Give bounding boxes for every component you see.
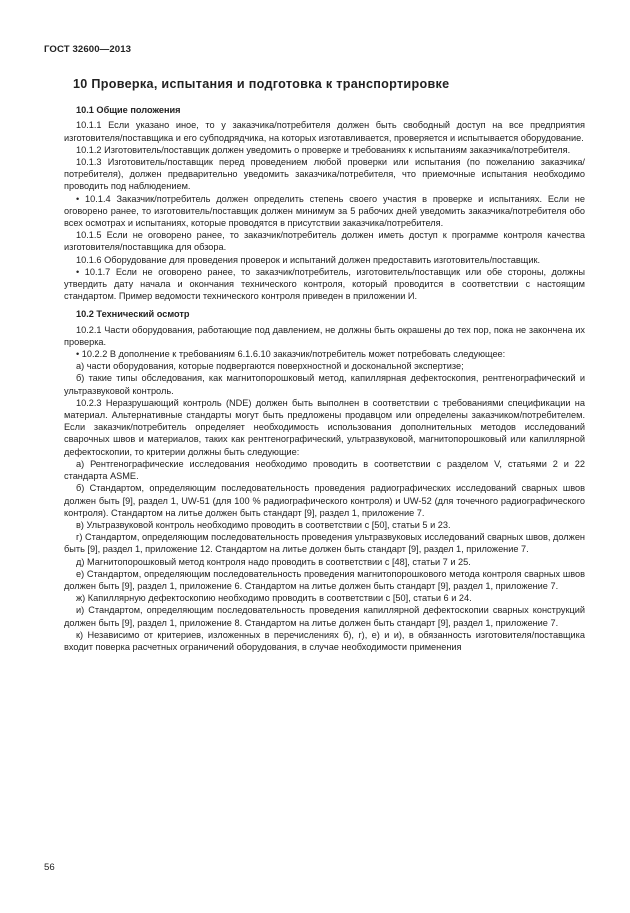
paragraph-10-1-1: 10.1.1 Если указано иное, то у заказчика/потребителя должен быть свободный доступ на все предприятия изготовителя/поставщика и его субподрядчика, на которых изготавливается, проверяется и испытывается оборудование.: [64, 120, 585, 143]
paragraph-10-1-3: 10.1.3 Изготовитель/поставщик перед проведением любой проверки или испытания (по пожеланию заказчика/потребителя), должен предварительно уведомить заказчика/потребителя, что приемочные испытания необходимо проводить под наблюдением.: [64, 157, 585, 192]
page-number: 56: [44, 862, 55, 873]
paragraph-10-1-6: 10.1.6 Оборудование для проведения проверок и испытаний должен предоставить изготовитель/поставщик.: [76, 254, 541, 265]
paragraph-10-1-7: • 10.1.7 Если не оговорено ранее, то заказчик/потребитель, изготовитель/поставщик или обе стороны, должны утвердить дату начала и окончания технического контроля, который проводится в соответствии с настоящим стандартом. Пример ведомости технического контроля приведен в приложении И.: [64, 266, 585, 302]
subsection-title-technical: 10.2 Технический осмотр: [76, 309, 190, 320]
list-item-b: б) такие типы обследования, как магнитопорошковый метод, капиллярная дефектоскопия, рентгенографический и ультразвуковой контроль.: [64, 373, 585, 396]
criteria-item-i: и) Стандартом, определяющим последовательность проведения капиллярной дефектоскопии сварных конструкций должен быть [9], раздел 1, приложение 8. Стандартом на литье должен быть стандарт [9], раздел 1, приложение 7.: [64, 605, 585, 628]
paragraph-10-1-4: • 10.1.4 Заказчик/потребитель должен определить степень своего участия в проверке и испытаниях. Если не оговорено ранее, то изготовитель/поставщик должен минимум за 5 рабочих дней уведомить заказчика/потребителя обо всех осмотрах и испытаниях, которые проводятся в присутствии заказчика/потребителя.: [64, 193, 585, 229]
standard-header: ГОСТ 32600—2013: [44, 44, 132, 55]
paragraph-10-2-3: 10.2.3 Неразрушающий контроль (NDE) должен быть выполнен в соответствии с требованиями спецификации на материал. Альтернативные стандарты могут быть предложены продавцом или определены заказчиком/потребителем. Если заказчик/потребитель определяет необходимость использования дополнительных методов исследований сварочных швов и материалов, таких как рентгенографический, ультразвуковой, магнитопорошковый или капиллярной дефектоскопии, то критерии должны быть следующие:: [64, 397, 585, 457]
page-content: [64, 78, 585, 653]
criteria-item-k: к) Независимо от критериев, изложенных в перечислениях б), г), е) и и), в обязанность изготовителя/поставщика входит поверка расчетных ограничений оборудования, в случае необходимости применения: [64, 629, 585, 652]
criteria-item-e: е) Стандартом, определяющим последовательность проведения магнитопорошкового метода контроля сварных швов должен быть [9], раздел 1, приложение 6. Стандартом на литье должен быть стандарт [9], раздел 1, приложение 7.: [64, 568, 585, 591]
paragraph-10-1-5: 10.1.5 Если не оговорено ранее, то заказчик/потребитель должен иметь доступ к программе контроля качества изготовителя/поставщика для обзора.: [64, 230, 585, 253]
paragraph-10-1-2: 10.1.2 Изготовитель/поставщик должен уведомить о проверке и требованиях к испытаниям заказчика/потребителя.: [76, 144, 571, 155]
criteria-item-g: г) Стандартом, определяющим последовательность проведения ультразвуковых исследований сварных швов, должен быть [9], раздел 1, приложение 12. Стандартом на литье должен быть стандарт [9], раздел 1, приложение 7.: [64, 532, 585, 555]
paragraph-10-2-1: 10.2.1 Части оборудования, работающие под давлением, не должны быть окрашены до тех пор, пока не закончена их проверка.: [64, 324, 585, 347]
criteria-item-d: д) Магнитопорошковый метод контроля надо проводить в соответствии с [48], статьи 7 и 25.: [76, 556, 471, 567]
criteria-item-zh: ж) Капиллярную дефектоскопию необходимо проводить в соответствии с [50], статьи 6 и 24.: [76, 593, 472, 604]
subsection-title-general: 10.1 Общие положения: [76, 105, 181, 116]
criteria-item-v: в) Ультразвуковой контроль необходимо проводить в соответствии с [50], статьи 5 и 23.: [76, 519, 451, 530]
criteria-item-a: а) Рентгенографические исследования необходимо проводить в соответствии с разделом V, статьями 2 и 22 стандарта ASME.: [64, 458, 585, 482]
paragraph-10-2-2: • 10.2.2 В дополнение к требованиям 6.1.6.10 заказчик/потребитель может потребовать следующее:: [76, 349, 506, 360]
list-item-a: а) части оборудования, которые подвергаются поверхностной и доскональной экспертизе;: [76, 361, 464, 372]
criteria-item-b: б) Стандартом, определяющим последовательность проведения радиографических исследований сварных швов должен быть [9], раздел 1, UW-51 (для 100 % радиографического контроля) и UW-52 (для точечного радиографического контроля). Стандартом на литье должен быть стандарт [9], раздел 1, приложение 7.: [64, 483, 585, 518]
section-title: 10 Проверка, испытания и подготовка к транспортировке: [73, 77, 450, 91]
